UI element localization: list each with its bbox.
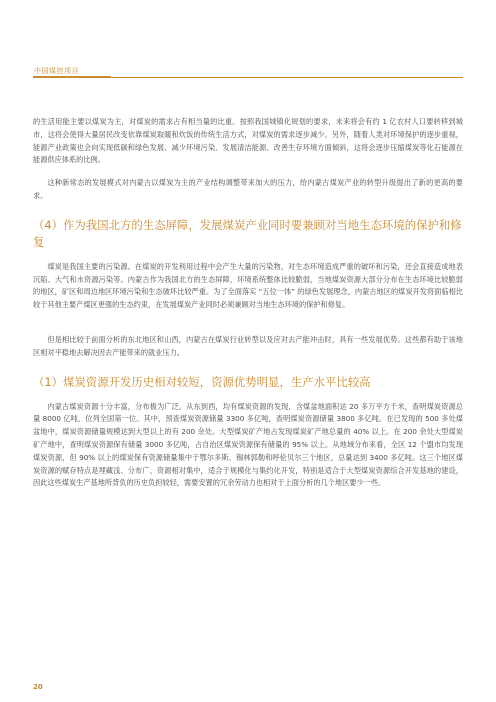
section-heading-1: （1）煤炭资源开发历史相对较短，资源优势明显，生产水平比较高 bbox=[33, 374, 371, 389]
paragraph-3: 煤炭是我国主要的污染源。在煤炭的开发利用过程中会产生大量的污染物，对生态环境造成严重的破坏和污染，还会直接造成地表沉陷、大气和水资源污染等。内蒙古作为我国北方的生态屏障，环境系统整体比较脆弱，当地煤炭资源大部分分布在生态环境比较脆弱的地区，矿区和周边地区环境污染和生态破坏比较严重。为了全面落实 “五位一体” 的绿色发展理念，内蒙古地区的煤炭开发将面临相比较于其他主要产煤区更强的生态约束，在发展煤炭产业同时必须兼顾对当地生态环境的保护和修复。 bbox=[33, 261, 463, 310]
paragraph-1: 的生活用能主要以煤炭为主，对煤炭的需求占有相当量的比重。按照我国城镇化规划的要求，未来将会有约 1 亿农村人口要转移到城市，这将会使得大量居民改变依靠煤炭取暖和炊饭的传统生活方式，对煤炭的需求逐步减少。另外，随着人类对环境保护的逐步重视，能源产业政策也会向实现低碳和绿色发展、减少环境污染、发展清洁能源、改善生存环境方面倾斜，这将会逐步压缩煤炭等化石能源在能源供应体系的比例。 bbox=[33, 117, 463, 165]
header-rule bbox=[33, 77, 463, 78]
page-number: 20 bbox=[33, 683, 43, 691]
section-heading-4: （4）作为我国北方的生态屏障，发展煤炭产业同时要兼顾对当地生态环境的保护和修复 bbox=[33, 217, 462, 249]
paragraph-5: 内蒙古煤炭资源十分丰富，分布极为广泛。从东到西，均有煤炭资源的发现，含煤盆地面积达 20 多万平方千米，查明煤炭资源总量 8000 亿吨，位列全国第一位。其中，预查煤炭资源储量 3300 多亿吨，查明煤炭资源储量 3800 多亿吨。在已发现的 500 多处煤盆地中，煤炭资源储量规模达到大型以上的有 200 余处。大型煤炭矿产地占发现煤炭矿产地总量的 40% 以上。在 200 余处大型煤炭矿产地中，查明煤炭资源保有储量 3000 多亿吨，占自治区煤炭资源保有储量的 95% 以上。从地域分布来看，全区 12 个盟市均发现煤炭资源，但 90% 以上的煤炭保有资源储量集中于鄂尔多斯、锡林郭勒和呼伦贝尔三个地区，总量达到 3400 多亿吨。这三个地区煤炭资源的赋存特点是埋藏浅、分布广、资源相对集中，适合于规模化与集约化开发，特别是适合于大型煤炭资源综合开发基地的建设，因此这些煤炭生产基地所背负的历史负担较轻，需要安置的冗余劳动力也相对于上面分析的几个地区要少一些。 bbox=[33, 401, 463, 488]
header-title: 中国煤控项目 bbox=[34, 67, 79, 75]
page-content bbox=[33, 116, 463, 490]
paragraph-4: 但是相比较于前面分析的东北地区和山西，内蒙古在煤炭行业转型以及应对去产能冲击时，具有一些发展优势。这些都有助于该地区相对平稳地去解决因去产能带来的就业压力。 bbox=[33, 334, 463, 357]
paragraph-2: 这种新常态的发展模式对内蒙古以煤炭为主的产业结构调整带来加大的压力，给内蒙古煤炭产业的转型升级提出了新的更高的要求。 bbox=[33, 178, 463, 200]
